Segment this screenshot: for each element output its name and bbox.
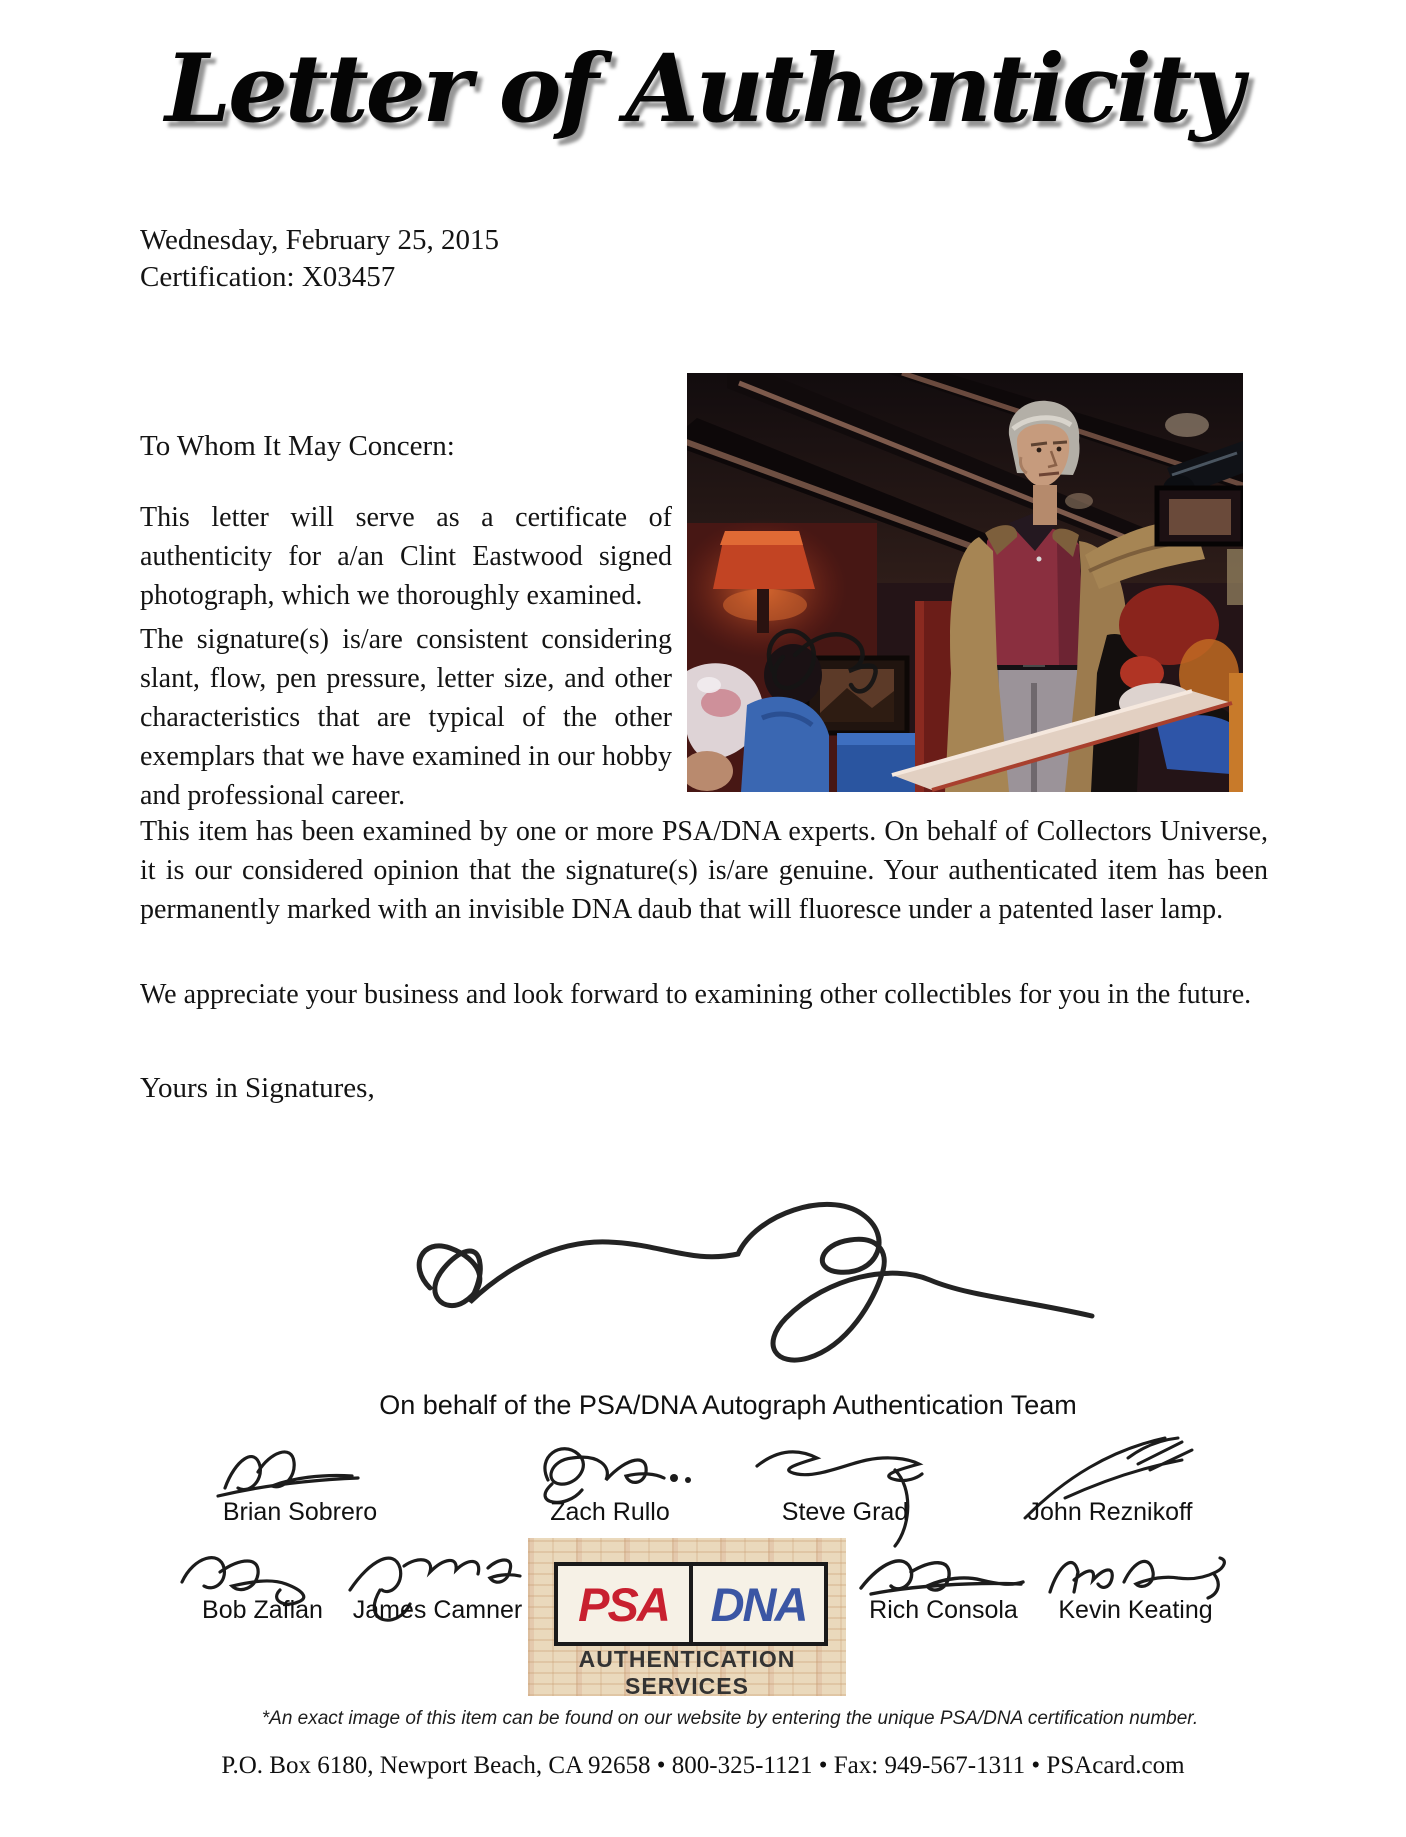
signer-name: Brian Sobrero [222,1498,378,1526]
team-line: On behalf of the PSA/DNA Autograph Authentication Team [379,1390,1077,1420]
footer-contact-line: P.O. Box 6180, Newport Beach, CA 92658 • 800-325-1121 • Fax: 949-567-1311 • PSAcard.com [221,1752,1185,1779]
authentication-services-label: AUTHENTICATION SERVICES [578,1646,796,1699]
signer-zach-rullo [495,1430,725,1527]
signer-steve-grad [730,1430,960,1527]
salutation: To Whom It May Concern: [140,430,455,462]
signature-zach-rullo [510,1430,710,1502]
signature-james-camner [338,1532,538,1600]
signer-james-camner [330,1532,545,1625]
signer-john-reznikoff [995,1430,1225,1527]
main-signature-art [400,1180,1100,1375]
paragraph-opinion: This item has been examined by one or more PSA/DNA experts. On behalf of Collectors Universe, it is our considered opinion that the signature(s) is/are genuine. Your authenticated item has been permanently marked with an invisible DNA daub that will fluoresce under a patented laser lamp. [140,816,1268,925]
signer-name: John Reznikoff [1027,1498,1193,1526]
signer-kevin-keating [1028,1534,1243,1625]
psa-logo-text: PSA [558,1566,693,1642]
signature-bob-zafian [168,1538,358,1600]
footnote: *An exact image of this item can be found on our website by entering the unique PSA/DNA certification number. [261,1708,1199,1729]
photo-art [687,373,1243,792]
signer-name: James Camner [352,1596,523,1624]
signer-rich-consola [836,1538,1051,1625]
signature-brian-sobrero [200,1430,400,1502]
psa-dna-logo-box [554,1562,828,1646]
signer-name: Kevin Keating [1058,1596,1213,1624]
certification-number: Certification: X03457 [140,261,396,293]
date-block [140,222,499,296]
paragraph-signature-traits: The signature(s) is/are consistent considering slant, flow, pen pressure, letter size, and other characteristics that are typical of the other exemplars that we have examined in our hobby and professional career. [140,624,672,811]
dna-logo-text: DNA [710,1577,807,1631]
signature-kevin-keating [1036,1534,1236,1600]
paragraph-certificate: This letter will serve as a certificate of authenticity for a/an Clint Eastwood signed photograph, which we thoroughly examined. [140,502,672,611]
date-line: Wednesday, February 25, 2015 [140,224,500,256]
page-title: Letter of Authenticity [165,34,1241,144]
signer-name: Bob Zafian [202,1596,323,1624]
signature-john-reznikoff [1010,1430,1210,1502]
signer-brian-sobrero [185,1430,415,1527]
signer-name: Steve Grad [781,1498,909,1526]
main-signature [400,1180,1100,1375]
closing-line: Yours in Signatures, [140,1072,375,1104]
signer-name: Zach Rullo [550,1498,670,1526]
psa-dna-logo-panel [528,1538,846,1699]
signature-steve-grad [745,1430,945,1502]
signed-photograph [687,373,1243,792]
signature-rich-consola [849,1538,1039,1600]
signer-name: Rich Consola [869,1596,1018,1624]
paragraph-appreciation: We appreciate your business and look forward to examining other collectibles for you in the future. [140,979,1252,1010]
